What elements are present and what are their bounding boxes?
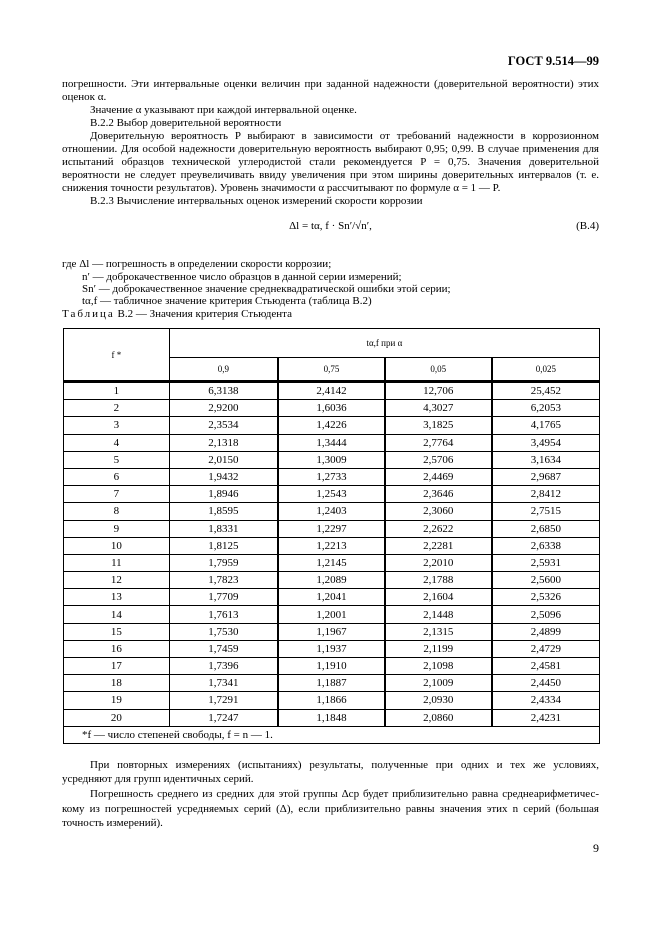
- header-alpha: 0,05: [385, 358, 492, 382]
- cell-value: 2,1199: [385, 640, 492, 657]
- cell-value: 2,4231: [492, 709, 600, 726]
- cell-value: 3,1825: [385, 417, 492, 434]
- cell-f: 16: [64, 640, 170, 657]
- cell-value: 3,4954: [492, 434, 600, 451]
- cell-value: 1,1887: [278, 675, 385, 692]
- cell-value: 2,5706: [385, 451, 492, 468]
- table-caption: [62, 308, 599, 321]
- definition-line: Sn′ — доброкачественное значение среднеквадратической ошибки этой серии;: [82, 283, 451, 295]
- header-f: f *: [64, 329, 170, 382]
- cell-value: 1,7530: [169, 623, 278, 640]
- cell-value: 2,7764: [385, 434, 492, 451]
- table-footnote: *f — число степеней свободы, f = n — 1.: [64, 726, 600, 743]
- cell-f: 20: [64, 709, 170, 726]
- table-row: [64, 658, 600, 675]
- formula-number: (В.4): [576, 220, 599, 232]
- table-row: [64, 434, 600, 451]
- header-t-alpha: tα,f при α: [169, 329, 599, 358]
- cell-value: 25,452: [492, 382, 600, 400]
- cell-value: 1,7823: [169, 572, 278, 589]
- definition-line: где Δl — погрешность в определении скорости коррозии;: [62, 258, 332, 270]
- cell-value: 2,4899: [492, 623, 600, 640]
- caption-text: В.2 — Значения критерия Стьюдента: [117, 308, 292, 320]
- table-row: [64, 503, 600, 520]
- cell-value: 1,6036: [278, 400, 385, 417]
- cell-f: 10: [64, 537, 170, 554]
- cell-value: 2,0930: [385, 692, 492, 709]
- cell-value: 1,3009: [278, 451, 385, 468]
- cell-value: 2,4142: [278, 382, 385, 400]
- paragraph-line: отношении. Для особой надежности доверительную вероятность выбирают 0,95; 0,99. В случае применения для: [62, 143, 599, 155]
- cell-value: 2,1788: [385, 572, 492, 589]
- cell-value: 2,5326: [492, 589, 600, 606]
- cell-value: 2,9200: [169, 400, 278, 417]
- cell-value: 1,8946: [169, 486, 278, 503]
- paragraph-line: точность измерений).: [62, 817, 163, 829]
- cell-value: 2,8412: [492, 486, 600, 503]
- cell-value: 1,2213: [278, 537, 385, 554]
- table-row: [64, 537, 600, 554]
- table-row: [64, 417, 600, 434]
- cell-value: 1,1866: [278, 692, 385, 709]
- standard-header: ГОСТ 9.514—99: [507, 54, 599, 68]
- cell-value: 1,2001: [278, 606, 385, 623]
- cell-value: 1,7396: [169, 658, 278, 675]
- table-row: [64, 451, 600, 468]
- cell-value: 2,1604: [385, 589, 492, 606]
- cell-value: 2,4469: [385, 468, 492, 485]
- cell-value: 1,9432: [169, 468, 278, 485]
- cell-value: 1,1910: [278, 658, 385, 675]
- cell-f: 2: [64, 400, 170, 417]
- cell-f: 1: [64, 382, 170, 400]
- header-alpha: 0,025: [492, 358, 600, 382]
- cell-value: 2,4450: [492, 675, 600, 692]
- cell-value: 2,1448: [385, 606, 492, 623]
- cell-value: 1,8595: [169, 503, 278, 520]
- cell-value: 1,1848: [278, 709, 385, 726]
- table-row: [64, 554, 600, 571]
- cell-value: 2,4729: [492, 640, 600, 657]
- paragraph-line: усредняют для групп идентичных серий.: [62, 773, 254, 785]
- cell-value: 1,2297: [278, 520, 385, 537]
- cell-f: 9: [64, 520, 170, 537]
- cell-value: 1,7459: [169, 640, 278, 657]
- cell-value: 2,4334: [492, 692, 600, 709]
- cell-value: 2,2281: [385, 537, 492, 554]
- cell-value: 2,2622: [385, 520, 492, 537]
- paragraph-line: снижения точности результатов). Уровень значимости α рассчитывают по формуле α = 1 — P.: [62, 182, 501, 194]
- cell-value: 1,7959: [169, 554, 278, 571]
- cell-value: 4,1765: [492, 417, 600, 434]
- cell-value: 1,7291: [169, 692, 278, 709]
- paragraph-line: кому из погрешностей усредняемых серий (Δ), если приблизительно равны значения этих n серий (большая: [62, 803, 599, 815]
- paragraph-line: испытаний образцов технической углеродистой стали рекомендуется P = 0,75. Значения доверительной: [62, 156, 599, 168]
- table-row: [64, 623, 600, 640]
- page-number: 9: [593, 841, 599, 855]
- cell-value: 1,2145: [278, 554, 385, 571]
- cell-value: 1,2733: [278, 468, 385, 485]
- cell-value: 2,0150: [169, 451, 278, 468]
- table-row: [64, 589, 600, 606]
- cell-value: 2,1315: [385, 623, 492, 640]
- cell-value: 2,0860: [385, 709, 492, 726]
- cell-value: 1,2089: [278, 572, 385, 589]
- cell-value: 2,4581: [492, 658, 600, 675]
- table-row: [64, 606, 600, 623]
- cell-value: 2,1009: [385, 675, 492, 692]
- paragraph-line: При повторных измерениях (испытаниях) результаты, полученные при одних и тех же условиях,: [90, 759, 599, 771]
- paragraph-line: оценок α.: [62, 91, 107, 103]
- cell-value: 1,1967: [278, 623, 385, 640]
- header-alpha: 0,75: [278, 358, 385, 382]
- cell-value: 2,7515: [492, 503, 600, 520]
- table-row: [64, 572, 600, 589]
- cell-value: 2,1318: [169, 434, 278, 451]
- table-row: [64, 468, 600, 485]
- cell-value: 2,9687: [492, 468, 600, 485]
- cell-value: 6,2053: [492, 400, 600, 417]
- cell-value: 2,3534: [169, 417, 278, 434]
- cell-value: 2,6338: [492, 537, 600, 554]
- cell-value: 1,4226: [278, 417, 385, 434]
- cell-f: 17: [64, 658, 170, 675]
- cell-f: 11: [64, 554, 170, 571]
- cell-value: 1,7247: [169, 709, 278, 726]
- cell-value: 2,5600: [492, 572, 600, 589]
- cell-value: 1,2543: [278, 486, 385, 503]
- cell-value: 1,8331: [169, 520, 278, 537]
- table-row: [64, 400, 600, 417]
- cell-f: 12: [64, 572, 170, 589]
- cell-value: 2,5096: [492, 606, 600, 623]
- cell-value: 1,7613: [169, 606, 278, 623]
- cell-f: 5: [64, 451, 170, 468]
- cell-value: 1,3444: [278, 434, 385, 451]
- table-row: [64, 382, 600, 400]
- cell-value: 2,5931: [492, 554, 600, 571]
- section-heading: В.2.2 Выбор доверительной вероятности: [90, 117, 282, 129]
- cell-value: 12,706: [385, 382, 492, 400]
- cell-f: 19: [64, 692, 170, 709]
- cell-value: 1,7341: [169, 675, 278, 692]
- paragraph-line: Погрешность среднего из средних для этой группы Δср будет приблизительно равна среднеарифметичес-: [90, 788, 599, 800]
- definition-line: n′ — доброкачественное число образцов в данной серии измерений;: [82, 271, 402, 283]
- paragraph-line: погрешности. Эти интервальные оценки величин при заданной надежности (доверительной вероятности) этих: [62, 78, 599, 90]
- table-row: [64, 709, 600, 726]
- cell-value: 2,6850: [492, 520, 600, 537]
- cell-value: 2,1098: [385, 658, 492, 675]
- paragraph-line: Значение α указывают при каждой интервальной оценке.: [90, 104, 357, 116]
- table-row: [64, 486, 600, 503]
- formula-b4: [62, 220, 599, 234]
- caption-prefix: Таблица: [62, 308, 115, 320]
- cell-value: 1,2041: [278, 589, 385, 606]
- section-heading: В.2.3 Вычисление интервальных оценок измерений скорости коррозии: [90, 195, 423, 207]
- cell-f: 13: [64, 589, 170, 606]
- paragraph-line: Доверительную вероятность P выбирают в зависимости от требований надежности в коррозионном: [90, 130, 599, 142]
- cell-value: 2,2010: [385, 554, 492, 571]
- cell-f: 4: [64, 434, 170, 451]
- cell-value: 6,3138: [169, 382, 278, 400]
- cell-value: 3,1634: [492, 451, 600, 468]
- cell-value: 2,3060: [385, 503, 492, 520]
- header-alpha: 0,9: [169, 358, 278, 382]
- cell-f: 18: [64, 675, 170, 692]
- student-criterion-table: [63, 328, 600, 744]
- table-row: [64, 692, 600, 709]
- cell-f: 3: [64, 417, 170, 434]
- cell-f: 7: [64, 486, 170, 503]
- cell-value: 1,2403: [278, 503, 385, 520]
- cell-f: 14: [64, 606, 170, 623]
- table-row: [64, 675, 600, 692]
- cell-value: 4,3027: [385, 400, 492, 417]
- table-row: [64, 520, 600, 537]
- paragraph-line: вероятности не следует преувеличивать ввиду увеличения при этом ширины доверительных интервалов (т. е.: [62, 169, 599, 181]
- table-row: [64, 640, 600, 657]
- definition-line: tα,f — табличное значение критерия Стьюдента (таблица В.2): [82, 295, 372, 307]
- cell-f: 8: [64, 503, 170, 520]
- cell-f: 15: [64, 623, 170, 640]
- cell-value: 1,8125: [169, 537, 278, 554]
- cell-value: 1,7709: [169, 589, 278, 606]
- cell-f: 6: [64, 468, 170, 485]
- cell-value: 1,1937: [278, 640, 385, 657]
- cell-value: 2,3646: [385, 486, 492, 503]
- formula-text: Δl = tα, f · Sn′/√n′,: [289, 220, 372, 232]
